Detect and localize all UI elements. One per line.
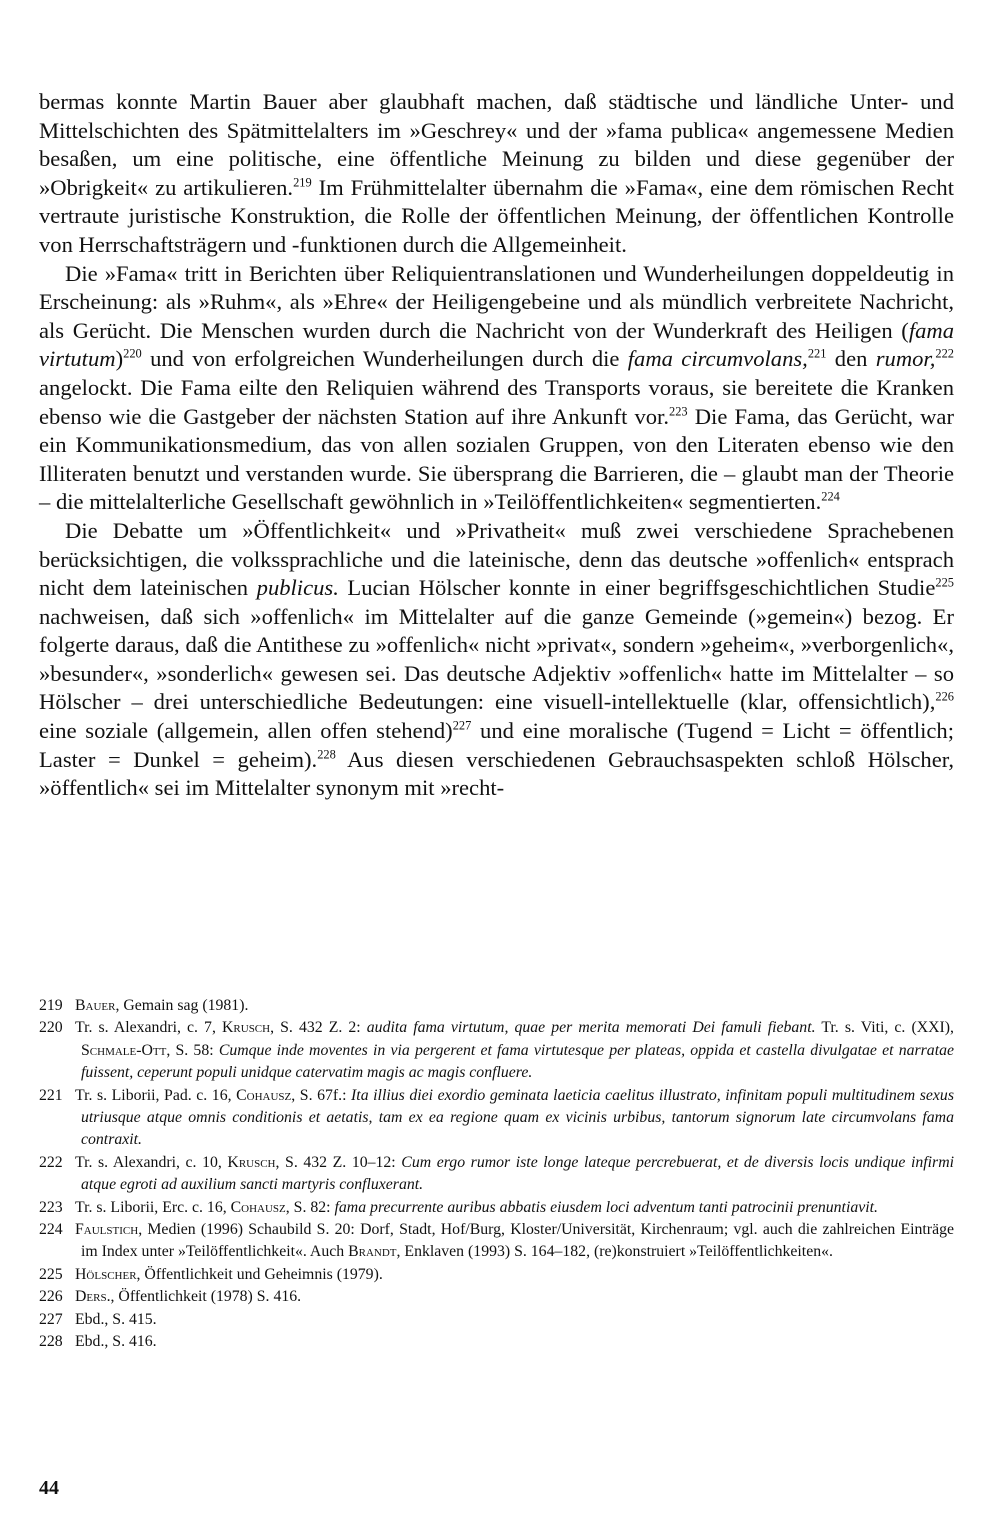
text-run: , S. 432 Z. 2: xyxy=(270,1019,367,1037)
footnote-number: 223 xyxy=(39,1198,63,1216)
text-run: den xyxy=(826,346,876,372)
paragraph-1 xyxy=(39,88,954,260)
text-run: Lucian Hölscher konnte in einer begriffsgeschichtlichen Studie xyxy=(338,575,936,601)
text-run: , S. 82: xyxy=(285,1198,335,1216)
italic-text: Cumque inde moventes in via pergerent et fama virtutesque per plateas, oppida et castella divulgatae et narratae fuissent, ceperunt populi unidque catervatim magis ac magis confluere. xyxy=(81,1041,955,1082)
page-number: 44 xyxy=(39,1477,59,1499)
author-name: Ders. xyxy=(75,1288,111,1306)
footnote-number: 221 xyxy=(39,1086,63,1104)
italic-text: Ita illius diei exordio geminata laeticia caelitus illustrato, infinitam populi multitudinem sexus utriusque atque omnis conditionis et aetatis, tam ex ea regione quam ex vicinis urbibus, tantorum signorum late circumvolans fama contraxit. xyxy=(81,1086,954,1149)
footnote-228 xyxy=(39,1331,954,1353)
footnote-ref: 225 xyxy=(935,575,954,590)
text-run: Ebd., S. 416. xyxy=(75,1333,157,1351)
footnote-number: 225 xyxy=(39,1265,63,1283)
footnote-221 xyxy=(39,1085,954,1152)
text-run: bermas konnte Martin Bauer aber glaubhaft machen, daß städtische und ländliche Unter- und Mittelschichten des Spätmittelalters im »Geschrey« und der »fama publica« angemessene Medien besaßen, um eine politische, eine öffentliche Meinung zu bilden und diese gegenüber der »Obrigkeit« zu artikulieren. xyxy=(39,89,954,200)
italic-text: fama circumvolans, xyxy=(627,346,808,372)
footnote-number: 227 xyxy=(39,1310,63,1328)
footnote-number: 219 xyxy=(39,997,63,1014)
text-run: und von erfolgreichen Wunderheilungen durch die xyxy=(141,346,628,372)
text-run: Die »Fama« tritt in Berichten über Reliquientranslationen und Wunderheilungen doppeldeutig in Erscheinung: als »Ruhm«, als »Ehre« der Heiligengebeine und als mündlich verbreitete Nachricht, als Gerücht. Die Menschen wurden durch die Nachricht von der Wunderkraft des Heiligen ( xyxy=(39,260,954,343)
text-run: Tr. s. Liborii, Pad. c. 16, xyxy=(75,1086,237,1104)
footnote-222 xyxy=(39,1152,954,1197)
text-run: nachweisen, daß sich »offenlich« im Mittelalter auf die ganze Gemeinde (»gemein«) bezog. Er folgerte daraus, daß die Antithese zu »offenlich« nicht »privat«, sondern »geheim«, »verborgenlich«, »besunder«, »sonderlich« gewesen sei. Das deutsche Adjektiv »offenlich« hatte im Mittelalter – so Hölscher – drei unterschiedliche Bedeutungen: eine visuell-intellektuelle (klar, offensichtlich), xyxy=(39,603,954,715)
text-run: eine soziale (allgemein, allen offen stehend) xyxy=(39,718,453,744)
text-run: angelockt. Die Fama eilte den Reliquien während des Transports voraus, sie bereitete die Kranken ebenso wie die Gastgeber der nächsten Station auf ihre Ankunft vor. xyxy=(39,374,954,429)
author-name: Faulstich xyxy=(75,1221,139,1239)
text-run: Tr. s. Liborii, Erc. c. 16, xyxy=(75,1198,231,1216)
footnote-220 xyxy=(39,1017,954,1084)
italic-text: rumor, xyxy=(875,346,936,372)
footnotes xyxy=(39,995,954,1354)
footnote-ref: 223 xyxy=(668,404,688,418)
text-run: Ebd., S. 415. xyxy=(75,1310,157,1328)
footnote-ref: 220 xyxy=(123,346,142,361)
footnote-ref: 221 xyxy=(807,346,827,361)
text-run: , S. 432 Z. 10–12: xyxy=(275,1153,402,1171)
text-run: , Gemain sag (1981). xyxy=(115,997,249,1014)
main-text xyxy=(39,88,954,803)
text-run: Die Debatte um »Öffentlichkeit« und »Privatheit« muß zwei verschiedene Sprachebenen berücksichtigen, die volkssprachliche und die lateinische, denn das deutsche »offenlich« entsprach nicht dem lateinischen xyxy=(39,517,954,601)
author-name: Krusch xyxy=(222,1019,271,1037)
text-run: Tr. s. Alexandri, c. 10, xyxy=(75,1153,228,1171)
author-name: Brandt xyxy=(348,1243,397,1261)
text-run: , S. 58: xyxy=(166,1041,219,1059)
footnote-ref: 224 xyxy=(821,489,840,504)
italic-text: audita fama virtutum, quae per merita memorati Dei famuli fiebant. xyxy=(366,1019,816,1037)
footnote-number: 226 xyxy=(39,1288,63,1306)
text-run: Tr. s. Viti, c. (XXI), xyxy=(815,1019,954,1037)
author-name: Krusch xyxy=(227,1153,276,1171)
text-run: , Öffentlichkeit und Geheimnis (1979). xyxy=(136,1265,383,1283)
footnote-number: 224 xyxy=(39,1221,63,1239)
text-run: Die Fama, das Gerücht, war ein Kommunikationsmedium, das von allen sozialen Gruppen, von den Literaten ebenso wie den Illiteraten benutzt und verstanden wurde. Sie übersprang die Barrieren, die – glaubt man der Theorie – die mittelalterliche Gesellschaft gewöhnlich in »Teilöffentlichkeiten« segmentierten. xyxy=(39,403,954,515)
italic-text: publicus. xyxy=(256,575,339,601)
footnote-227 xyxy=(39,1309,954,1331)
text-run: und eine moralische (Tugend = Licht = öffentlich; Laster = Dunkel = geheim). xyxy=(39,718,954,772)
text-run: ) xyxy=(115,346,124,372)
author-name: Hölscher xyxy=(75,1265,137,1283)
italic-text: Cum ergo rumor iste longe lateque percrebuerat, et de diversis locis undique infirmi atque egroti ad auxilium sancti martyris confluxerant. xyxy=(81,1153,954,1194)
footnote-ref: 226 xyxy=(935,689,954,704)
footnote-224 xyxy=(39,1219,954,1264)
footnote-number: 222 xyxy=(39,1153,63,1171)
text-run: Im Frühmittelalter übernahm die »Fama«, eine dem römischen Recht vertraute juristische Konstruktion, die Rolle der öffentlichen Meinung, der öffentlichen Kontrolle von Herrschaftsträgern und -funktionen durch die Allgemeinheit. xyxy=(39,174,954,257)
text-run: , S. 67f.: xyxy=(291,1086,352,1104)
footnote-ref: 227 xyxy=(452,718,472,733)
footnote-ref: 222 xyxy=(935,346,955,361)
paragraph-3 xyxy=(39,517,954,803)
text-run: Tr. s. Alexandri, c. 7, xyxy=(75,1019,222,1037)
footnote-219 xyxy=(39,995,954,1017)
text-run: , Enklaven (1993) S. 164–182, (re)konstruiert »Teilöffentlichkeiten«. xyxy=(396,1243,833,1261)
text-run: Aus diesen verschiedenen Gebrauchsaspekten schloß Hölscher, »öffentlich« sei im Mittelalter synonym mit »recht- xyxy=(39,746,954,801)
paragraph-2 xyxy=(39,260,954,517)
footnote-ref: 228 xyxy=(317,747,336,762)
footnote-number: 228 xyxy=(39,1333,63,1351)
footnote-223 xyxy=(39,1197,954,1219)
italic-text: fama virtutum xyxy=(39,317,954,372)
italic-text: fama precurrente auribus abbatis eiusdem loci adventum tanti patrocinii prenuntiavit. xyxy=(334,1198,878,1216)
author-name: Bauer xyxy=(75,997,116,1014)
footnote-225 xyxy=(39,1264,954,1286)
footnote-226 xyxy=(39,1286,954,1308)
footnote-ref: 219 xyxy=(293,175,312,190)
author-name: Cohausz xyxy=(230,1198,286,1216)
text-run: , Medien (1996) Schaubild S. 20: Dorf, Stadt, Hof/Burg, Kloster/Universität, Kirchenraum; vgl. auch die zahlreichen Einträge im Index unter »Teilöffentlichkeit«. Auch xyxy=(81,1221,954,1261)
text-run: , Öffentlichkeit (1978) S. 416. xyxy=(110,1288,302,1306)
author-name: Cohausz xyxy=(236,1086,292,1104)
footnote-number: 220 xyxy=(39,1019,63,1037)
author-name: Schmale-Ott xyxy=(81,1041,167,1059)
